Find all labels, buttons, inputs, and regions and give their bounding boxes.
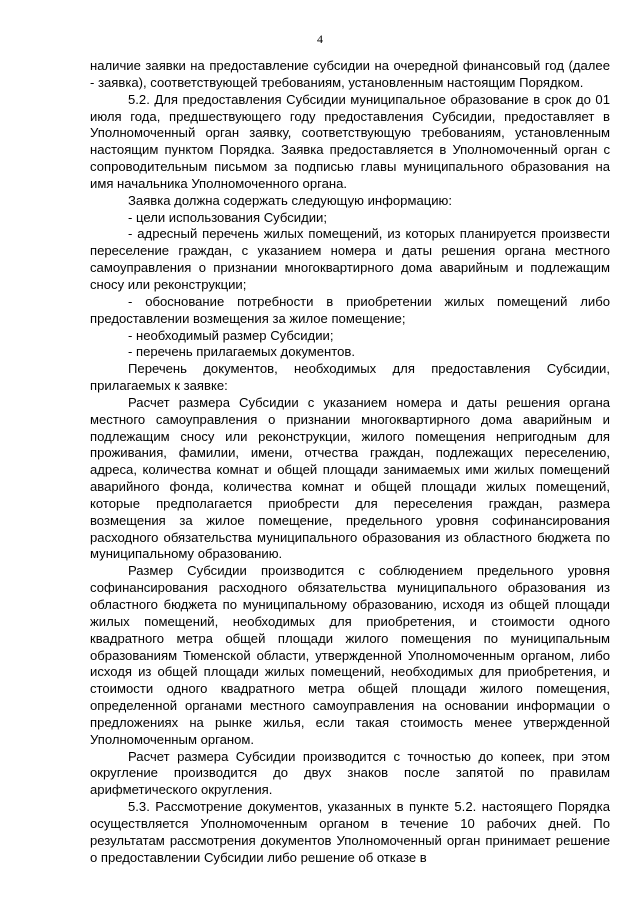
paragraph-1: 5.2. Для предоставления Субсидии муниципальное образование в срок до 01 июля года, предшествующего году предоставления Субсидии, предоставляет в Уполномоченный орган заявку, соответствующую требованиям, установленным настоящим пунктом Порядка. Заявка предоставляется в Уполномоченный орган с сопроводительным письмом за подписью главы муниципального образования на имя начальника Уполномоченного органа.	[90, 91, 610, 191]
paragraph-7: - перечень прилагаемых документов.	[128, 344, 355, 360]
paragraph-11: Расчет размера Субсидии производится с точностью до копеек, при этом округление производится до двух знаков после запятой по правилам арифметического округления.	[90, 748, 610, 798]
document-body	[90, 58, 610, 867]
paragraph-12: 5.3. Рассмотрение документов, указанных в пункте 5.2. настоящего Порядка осуществляется Уполномоченным органом в течение 10 рабочих дней. По результатам рассмотрения документов Уполномоченный орган принимает решение о предоставлении Субсидии либо решение об отказе в	[90, 799, 610, 865]
paragraph-9: Расчет размера Субсидии с указанием номера и даты решения органа местного самоуправления о признании многоквартирного дома аварийным и подлежащим сносу или реконструкции, жилого помещения непригодным для проживания, фамилии, имени, отчества граждан, подлежащих переселению, адреса, количества комнат и общей площади занимаемых ими жилых помещений аварийного фонда, количества комнат и общей площади жилых помещений, которые предполагается приобрести для переселения граждан, размера возмещения за жилое помещение, предельного уровня софинансирования расходного обязательства муниципального образования из областного бюджета по муниципальному образованию.	[90, 394, 610, 562]
paragraph-6: - необходимый размер Субсидии;	[128, 327, 334, 343]
paragraph-8: Перечень документов, необходимых для предоставления Субсидии, прилагаемых к заявке:	[90, 361, 610, 394]
page-number: 4	[317, 32, 323, 46]
paragraph-5: - обоснование потребности в приобретении жилых помещений либо предоставлении возмещения за жилое помещение;	[90, 293, 610, 326]
paragraph-4: - адресный перечень жилых помещений, из которых планируется произвести переселение граждан, с указанием номера и даты решения органа местного самоуправления о признании многоквартирного дома аварийным и подлежащим сносу или реконструкции;	[90, 226, 610, 292]
paragraph-0: наличие заявки на предоставление субсидии на очередной финансовый год (далее - заявка), соответствующей требованиям, установленным настоящим Порядком.	[90, 58, 610, 90]
paragraph-10: Размер Субсидии производится с соблюдением предельного уровня софинансирования расходного обязательства муниципального образования из областного бюджета по муниципальному образованию, исходя из общей площади жилых помещений, необходимых для приобретения, и стоимости одного квадратного метра общей площади жилого помещения по муниципальным образованиям Тюменской области, утвержденной Уполномоченным органом, либо исходя из общей площади жилых помещений, необходимых для приобретения, и стоимости одного квадратного метра общей площади жилого помещения, определенной органами местного самоуправления на основании информации о предложениях на рынке жилья, если такая стоимость менее утвержденной Уполномоченным органом.	[90, 563, 610, 747]
paragraph-3: - цели использования Субсидии;	[128, 209, 327, 225]
paragraph-2: Заявка должна содержать следующую информацию:	[128, 192, 453, 208]
